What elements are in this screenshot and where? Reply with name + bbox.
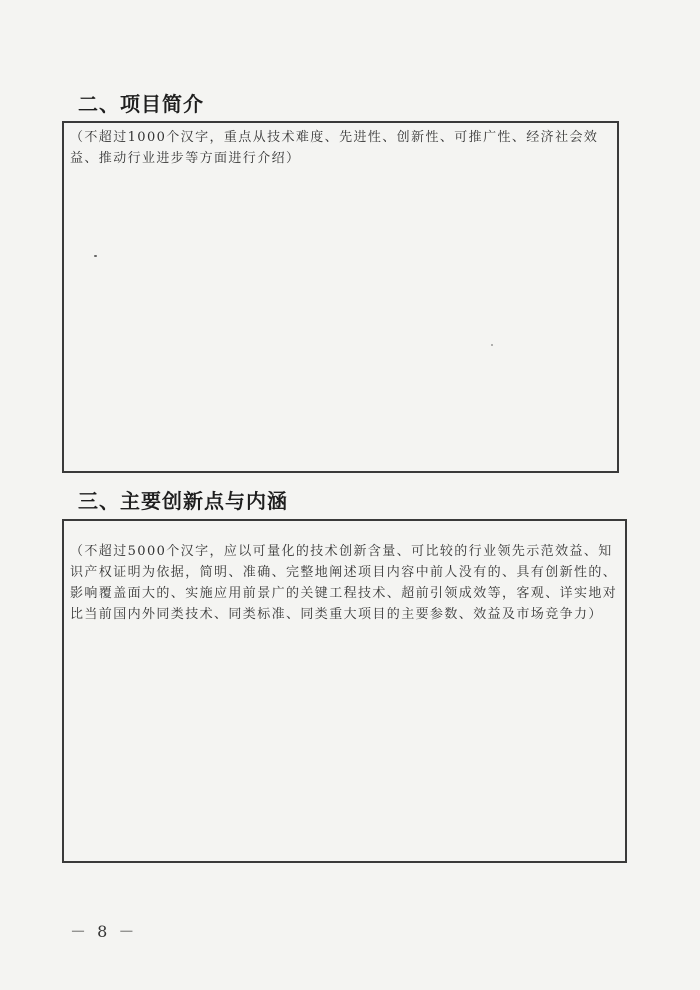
project-summary-box [62,121,619,473]
scan-mark [94,255,97,257]
section-heading-project-summary: 二、项目简介 [78,92,204,116]
project-summary-instruction: （不超过1000个汉字，重点从技术难度、先进性、创新性、可推广性、经济社会效益、推动行业进步等方面进行介绍） [70,130,599,166]
innovation-points-instruction: （不超过5000个汉字，应以可量化的技术创新含量、可比较的行业领先示范效益、知识产权证明为依据，简明、准确、完整地阐述项目内容中前人没有的、具有创新性的、影响覆盖面大的、实施应用前景广的关键工程技术、超前引领成效等，客观、详实地对比当前国内外同类技术、同类标准、同类重大项目的主要参数、效益及市场竞争力） [70,544,618,622]
innovation-points-box [62,519,627,863]
scan-mark [491,344,493,346]
section-heading-innovation-points: 三、主要创新点与内涵 [78,489,288,513]
page-number: － 8 － [70,922,138,941]
